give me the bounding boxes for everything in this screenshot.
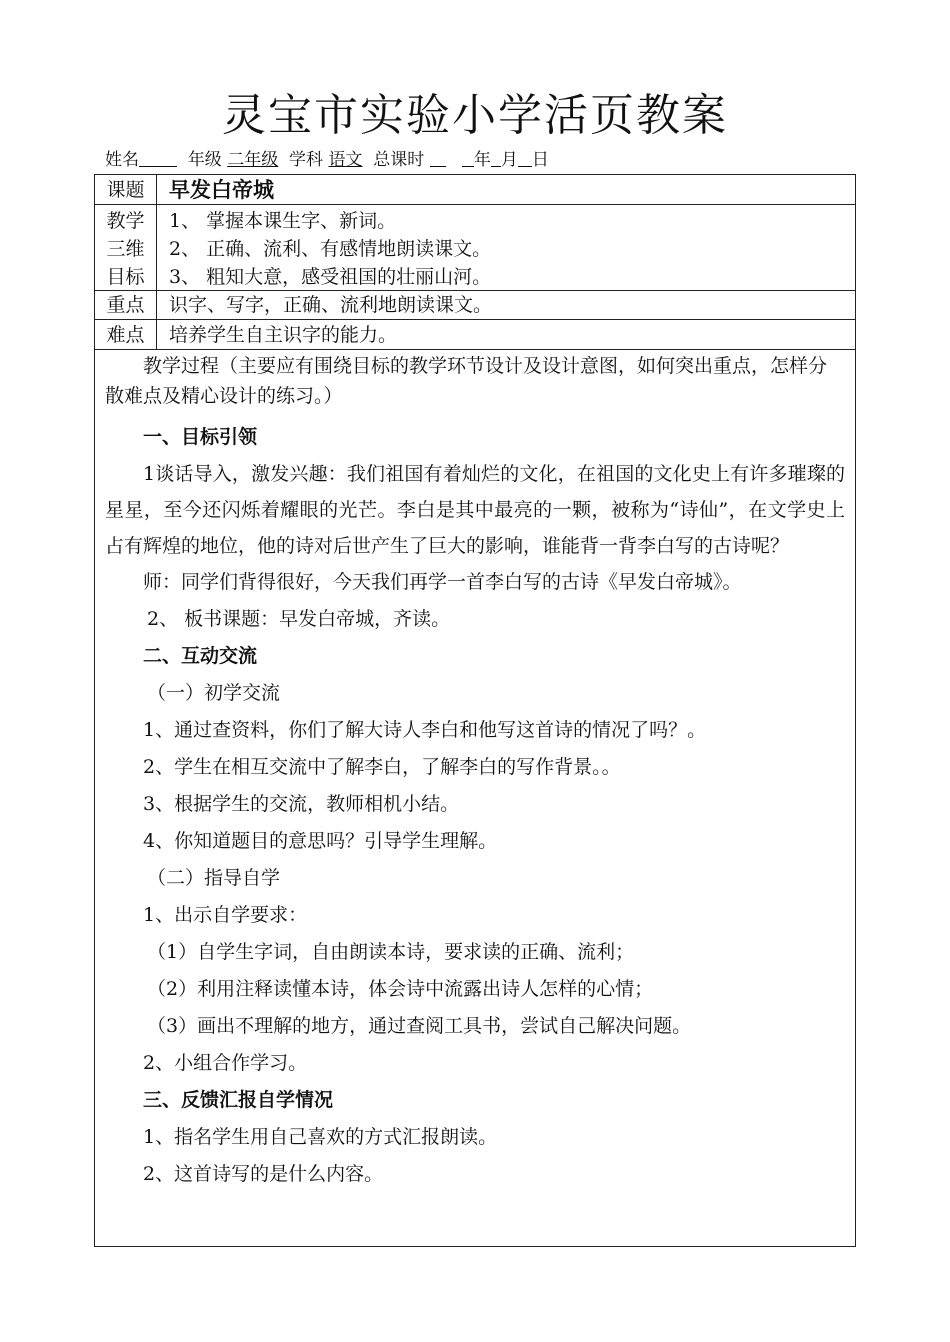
name-blank bbox=[139, 150, 177, 167]
list-item: 1、指名学生用自己喜欢的方式汇报朗读。 bbox=[143, 1126, 498, 1148]
difficulty-value: 培养学生自主识字的能力。 bbox=[169, 324, 398, 346]
list-item: 4、你知道题目的意思吗？引导学生理解。 bbox=[143, 830, 498, 852]
key-point-row bbox=[95, 291, 855, 320]
hours-label: 总课时 bbox=[373, 150, 425, 170]
list-item: 3、根据学生的交流，教师相机小结。 bbox=[143, 793, 460, 815]
list-item: 1、出示自学要求： bbox=[143, 904, 308, 926]
subsection-heading: （二）指导自学 bbox=[147, 867, 281, 889]
list-item: 2、小组合作学习。 bbox=[143, 1052, 308, 1074]
goal-item: 2、 正确、流利、有感情地朗读课文。 bbox=[169, 238, 492, 260]
day-label: 日 bbox=[531, 150, 549, 170]
month-label: 月 bbox=[500, 150, 518, 170]
goal-item: 3、 粗知大意，感受祖国的壮丽山河。 bbox=[169, 266, 492, 288]
goal-item: 1、 掌握本课生字、新词。 bbox=[169, 210, 397, 232]
list-item: 2、这首诗写的是什么内容。 bbox=[143, 1163, 384, 1185]
key-point-value: 识字、写字，正确、流利地朗读课文。 bbox=[169, 294, 493, 316]
goals-list bbox=[169, 205, 847, 291]
hours-blank bbox=[430, 150, 446, 167]
year-blank bbox=[462, 150, 474, 167]
subject-label: 学科 bbox=[289, 150, 324, 170]
grade-value: 二年级 bbox=[227, 150, 279, 170]
list-item: 1、通过查资料，你们了解大诗人李白和他写这首诗的情况了吗？。 bbox=[143, 719, 707, 741]
list-item: （3）画出不理解的地方，通过查阅工具书，尝试自己解决问题。 bbox=[147, 1015, 692, 1037]
section-heading: 二、互动交流 bbox=[143, 645, 258, 667]
list-item: 2、学生在相互交流中了解李白，了解李白的写作背景。。 bbox=[143, 756, 621, 778]
teaching-process bbox=[95, 351, 855, 1193]
page-title: 灵宝市实验小学活页教案 bbox=[222, 90, 728, 141]
name-label: 姓名 bbox=[105, 150, 139, 170]
difficulty-label: 难点 bbox=[95, 320, 157, 349]
difficulty-row bbox=[95, 320, 855, 350]
list-item: （2）利用注释读懂本诗，体会诗中流露出诗人怎样的心情； bbox=[147, 978, 654, 1000]
paragraph: 2、 板书课题：早发白帝城，齐读。 bbox=[147, 608, 451, 630]
day-blank bbox=[518, 150, 532, 167]
topic-value: 早发白帝城 bbox=[169, 178, 274, 202]
paragraph: 师：同学们背得很好，今天我们再学一首李白写的古诗《早发白帝城》。 bbox=[143, 571, 742, 593]
subject-value: 语文 bbox=[328, 150, 363, 170]
topic-label: 课题 bbox=[95, 175, 157, 204]
goals-label: 教学 三维 目标 bbox=[95, 205, 157, 290]
grade-label: 年级 bbox=[187, 150, 222, 170]
key-point-label: 重点 bbox=[95, 291, 157, 319]
section-heading: 三、反馈汇报自学情况 bbox=[143, 1089, 334, 1111]
meta-line bbox=[105, 148, 549, 172]
section-heading: 一、目标引领 bbox=[143, 426, 258, 448]
subsection-heading: （一）初学交流 bbox=[147, 682, 281, 704]
lesson-plan-table bbox=[94, 174, 856, 1247]
paragraph: 1谈话导入，激发兴趣：我们祖国有着灿烂的文化，在祖国的文化史上有许多璀璨的星星，至今还闪烁着耀眼的光芒。李白是其中最亮的一颗，被称为“诗仙”，在文学史上占有辉煌的地位，他的诗对后世产生了巨大的影响，谁能背一背李白写的古诗呢？ bbox=[105, 463, 845, 557]
process-intro: 教学过程（主要应有围绕目标的教学环节设计及设计意图，如何突出重点，怎样分散难点及精心设计的练习。） bbox=[105, 355, 828, 407]
topic-row bbox=[95, 175, 855, 205]
goals-row bbox=[95, 205, 855, 291]
list-item: （1）自学生字词，自由朗读本诗，要求读的正确、流利； bbox=[147, 941, 635, 963]
month-blank bbox=[491, 150, 501, 167]
year-label: 年 bbox=[473, 150, 491, 170]
